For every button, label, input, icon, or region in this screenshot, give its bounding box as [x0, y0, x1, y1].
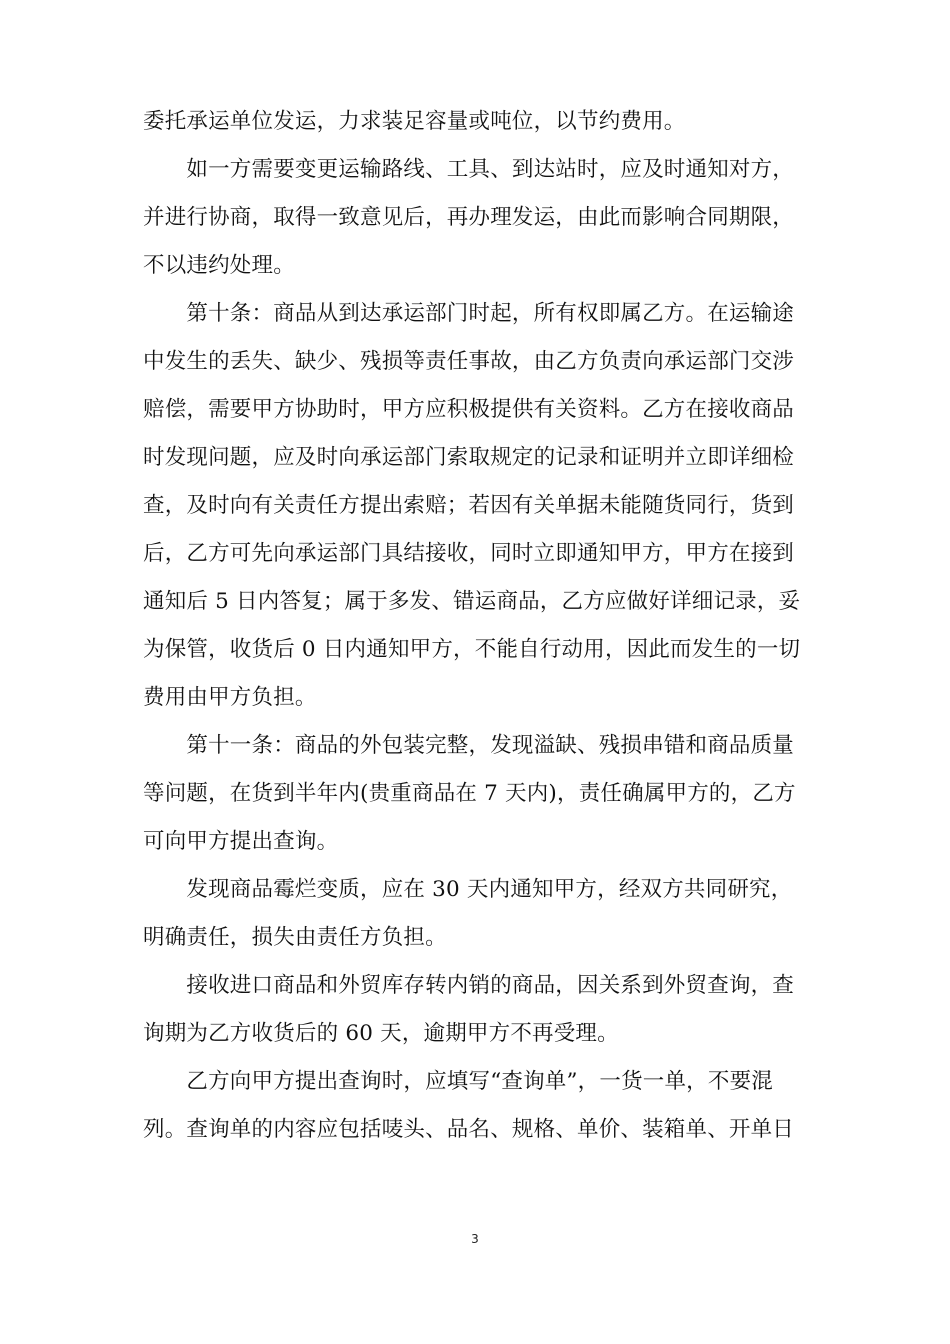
- page-number: 3: [471, 1232, 479, 1246]
- text-line-5: 第十条：商品从到达承运部门时起，所有权即属乙方。在运输途: [143, 301, 795, 326]
- body-text: [143, 98, 815, 1154]
- text-line-16: 可向甲方提出查询。: [143, 829, 339, 854]
- text-line-17: 发现商品霉烂变质，应在 30 天内通知甲方，经双方共同研究，: [143, 877, 793, 902]
- text-line-12: 为保管，收货后 0 日内通知甲方，不能自行动用，因此而发生的一切: [143, 637, 801, 662]
- text-line-18: 明确责任，损失由责任方负担。: [143, 925, 447, 950]
- text-line-1: 委托承运单位发运，力求装足容量或吨位，以节约费用。: [143, 109, 686, 134]
- text-line-2: 如一方需要变更运输路线、工具、到达站时，应及时通知对方，: [143, 157, 795, 182]
- text-line-20: 询期为乙方收货后的 60 天，逾期甲方不再受理。: [143, 1021, 619, 1046]
- text-line-19: 接收进口商品和外贸库存转内销的商品，因关系到外贸查询，查: [143, 973, 795, 998]
- text-line-7: 赔偿，需要甲方协助时，甲方应积极提供有关资料。乙方在接收商品: [143, 397, 795, 422]
- text-line-4: 不以违约处理。: [143, 253, 295, 278]
- text-line-22: 列。查询单的内容应包括唛头、品名、规格、单价、装箱单、开单日: [143, 1117, 795, 1142]
- text-line-8: 时发现问题，应及时向承运部门索取规定的记录和证明并立即详细检: [143, 445, 795, 470]
- text-line-13: 费用由甲方负担。: [143, 685, 317, 710]
- text-line-9: 查，及时向有关责任方提出索赔；若因有关单据未能随货同行，货到: [143, 493, 795, 518]
- text-line-14: 第十一条：商品的外包装完整，发现溢缺、残损串错和商品质量: [143, 733, 795, 758]
- text-line-10: 后，乙方可先向承运部门具结接收，同时立即通知甲方，甲方在接到: [143, 541, 795, 566]
- text-line-21: 乙方向甲方提出查询时，应填写“查询单”，一货一单，不要混: [143, 1069, 773, 1094]
- text-line-11: 通知后 5 日内答复；属于多发、错运商品，乙方应做好详细记录，妥: [143, 589, 801, 614]
- text-line-6: 中发生的丢失、缺少、残损等责任事故，由乙方负责向承运部门交涉: [143, 349, 795, 374]
- text-line-3: 并进行协商，取得一致意见后，再办理发运，由此而影响合同期限，: [143, 205, 795, 230]
- text-line-15: 等问题，在货到半年内(贵重商品在 7 天内)，责任确属甲方的，乙方: [143, 781, 796, 806]
- document-body: [143, 98, 815, 1154]
